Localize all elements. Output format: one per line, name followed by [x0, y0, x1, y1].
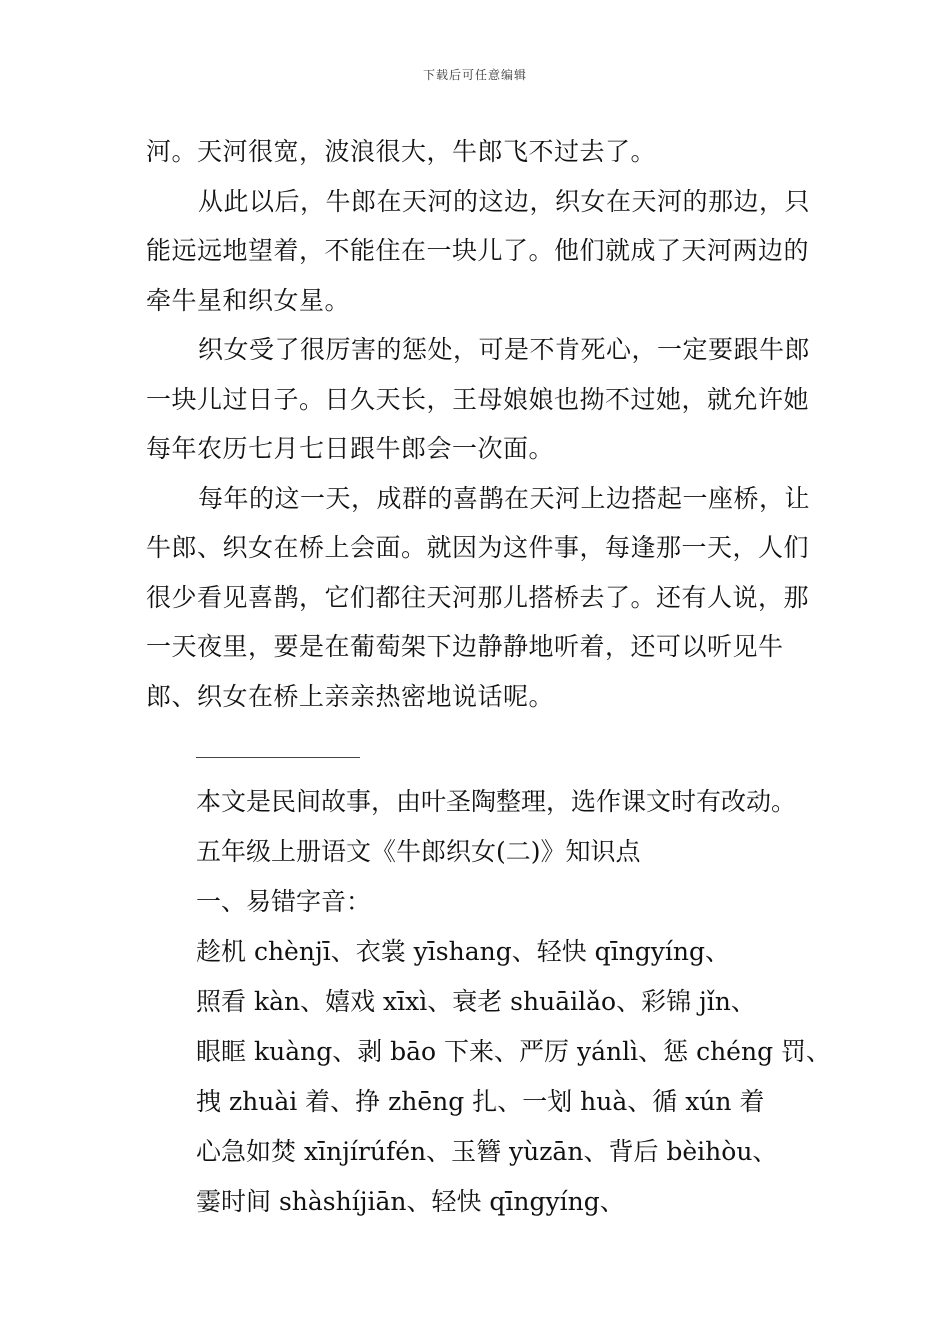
pinyin-line: 心急如焚 xīnjírúfén、玉簪 yùzān、背后 bèihòu、: [196, 1137, 778, 1166]
page-header: 下载后可任意编辑: [422, 68, 527, 82]
pinyin-line: 照看 kàn、嬉戏 xīxì、衰老 shuāilǎo、彩锦 jǐn、: [196, 987, 756, 1016]
paragraph: 织女受了很厉害的惩处，可是不肯死心，一定要跟牛郎一块儿过日子。日久天长，王母娘娘也拗不过她，就允许她每年农历七月七日跟牛郎会一次面。: [146, 335, 811, 463]
footnote-divider: [196, 757, 360, 758]
pinyin-line: 霎时间 shàshíjiān、轻快 qīngyíng、: [196, 1187, 625, 1216]
section-title: 五年级上册语文《牛郎织女(二)》知识点: [196, 837, 641, 866]
pinyin-line: 趁机 chènjī、衣裳 yīshang、轻快 qīngyíng、: [196, 937, 730, 966]
notes-section: [196, 777, 836, 1227]
section-heading: 一、易错字音：: [196, 887, 372, 916]
footnote: 本文是民间故事，由叶圣陶整理，选作课文时有改动。: [196, 787, 797, 816]
paragraph: 河。天河很宽，波浪很大，牛郎飞不过去了。: [146, 137, 657, 166]
pinyin-line: 眼眶 kuàng、剥 bāo 下来、严厉 yánlì、惩 chéng 罚、: [196, 1037, 832, 1066]
paragraph: 从此以后，牛郎在天河的这边，织女在天河的那边，只能远远地望着，不能住在一块儿了。他们就成了天河两边的牵牛星和织女星。: [146, 186, 811, 315]
paragraph: 每年的这一天，成群的喜鹊在天河上边搭起一座桥，让牛郎、织女在桥上会面。就因为这件事，每逢那一天，人们很少看见喜鹊，它们都往天河那儿搭桥去了。还有人说，那一天夜里，要是在葡萄架下边静静地听着，还可以听见牛郎、织女在桥上亲亲热密地说话呢。: [146, 483, 811, 711]
story-text: [146, 127, 810, 721]
pinyin-line: 拽 zhuài 着、挣 zhēng 扎、一划 huà、循 xún 着: [196, 1087, 765, 1116]
